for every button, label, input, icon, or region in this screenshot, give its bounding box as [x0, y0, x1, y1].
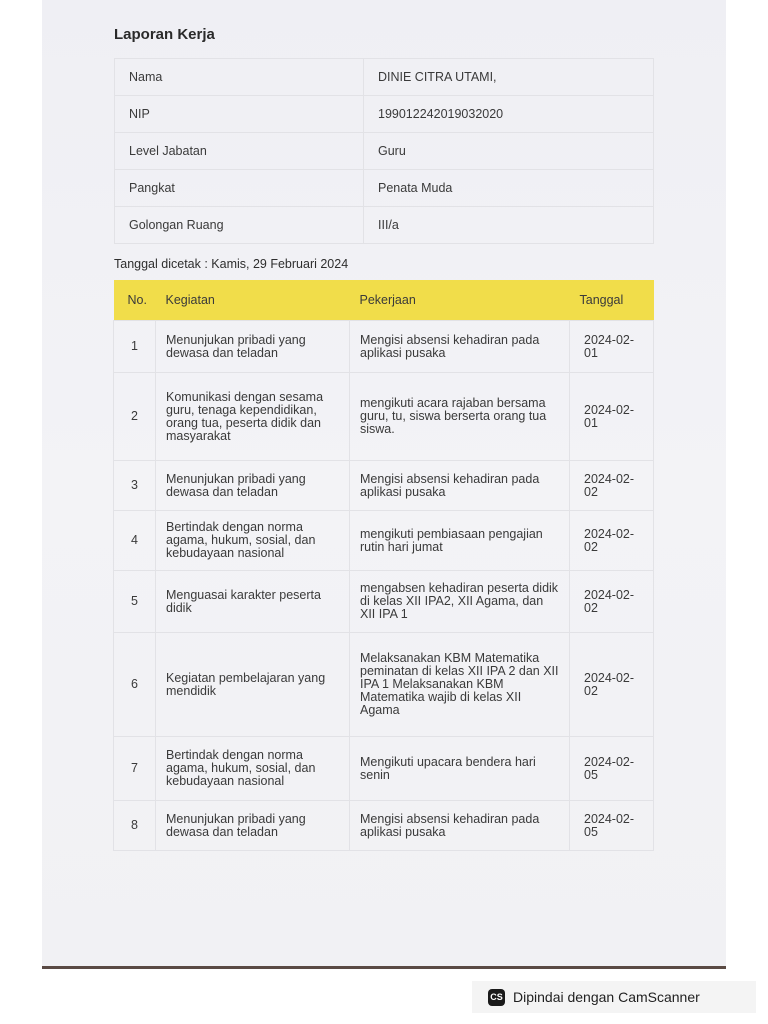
info-value: 199012242019032020 [364, 96, 654, 133]
row-pekerjaan: mengikuti pembiasaan pengajian rutin hari jumat [350, 511, 570, 571]
table-row [114, 737, 654, 801]
header-kegiatan: Kegiatan [156, 280, 350, 321]
row-tanggal: 2024-02-05 [570, 737, 654, 801]
row-pekerjaan: Mengisi absensi kehadiran pada aplikasi pusaka [350, 321, 570, 373]
camscanner-logo-icon: CS [488, 989, 505, 1006]
row-tanggal: 2024-02-01 [570, 373, 654, 461]
info-label: Nama [115, 59, 364, 96]
header-no: No. [114, 280, 156, 321]
row-pekerjaan: Mengisi absensi kehadiran pada aplikasi pusaka [350, 461, 570, 511]
row-kegiatan: Menunjukan pribadi yang dewasa dan teladan [156, 461, 350, 511]
info-label: Level Jabatan [115, 133, 364, 170]
table-header-row [114, 280, 654, 321]
row-tanggal: 2024-02-02 [570, 633, 654, 737]
row-kegiatan: Menguasai karakter peserta didik [156, 571, 350, 633]
row-kegiatan: Bertindak dengan norma agama, hukum, sosial, dan kebudayaan nasional [156, 511, 350, 571]
page-edge [42, 966, 726, 969]
work-activity-table [113, 280, 654, 851]
table-row [114, 321, 654, 373]
table-row [114, 571, 654, 633]
row-number: 2 [114, 373, 156, 461]
info-row-nama [115, 59, 654, 96]
row-kegiatan: Kegiatan pembelajaran yang mendidik [156, 633, 350, 737]
info-row-level-jabatan [115, 133, 654, 170]
row-pekerjaan: Mengikuti upacara bendera hari senin [350, 737, 570, 801]
watermark-text: Dipindai dengan CamScanner [513, 989, 700, 1005]
printed-date: Tanggal dicetak : Kamis, 29 Februari 2024 [114, 257, 349, 271]
header-tanggal: Tanggal [570, 280, 654, 321]
row-kegiatan: Bertindak dengan norma agama, hukum, sosial, dan kebudayaan nasional [156, 737, 350, 801]
info-row-golongan-ruang [115, 207, 654, 244]
info-value: DINIE CITRA UTAMI, [364, 59, 654, 96]
row-number: 7 [114, 737, 156, 801]
row-kegiatan: Komunikasi dengan sesama guru, tenaga kependidikan, orang tua, peserta didik dan masyarakat [156, 373, 350, 461]
row-number: 3 [114, 461, 156, 511]
info-row-nip [115, 96, 654, 133]
row-kegiatan: Menunjukan pribadi yang dewasa dan teladan [156, 321, 350, 373]
row-number: 4 [114, 511, 156, 571]
row-tanggal: 2024-02-05 [570, 801, 654, 851]
table-row [114, 633, 654, 737]
row-tanggal: 2024-02-01 [570, 321, 654, 373]
row-number: 8 [114, 801, 156, 851]
row-tanggal: 2024-02-02 [570, 571, 654, 633]
row-pekerjaan: mengabsen kehadiran peserta didik di kelas XII IPA2, XII Agama, dan XII IPA 1 [350, 571, 570, 633]
row-number: 5 [114, 571, 156, 633]
info-label: Golongan Ruang [115, 207, 364, 244]
camscanner-watermark [472, 981, 756, 1013]
table-row [114, 461, 654, 511]
row-tanggal: 2024-02-02 [570, 511, 654, 571]
employee-info-table [114, 58, 654, 244]
header-pekerjaan: Pekerjaan [350, 280, 570, 321]
info-label: NIP [115, 96, 364, 133]
info-value: Guru [364, 133, 654, 170]
row-number: 1 [114, 321, 156, 373]
info-label: Pangkat [115, 170, 364, 207]
table-row [114, 511, 654, 571]
table-row [114, 373, 654, 461]
row-number: 6 [114, 633, 156, 737]
info-row-pangkat [115, 170, 654, 207]
row-pekerjaan: mengikuti acara rajaban bersama guru, tu, siswa berserta orang tua siswa. [350, 373, 570, 461]
table-row [114, 801, 654, 851]
row-pekerjaan: Melaksanakan KBM Matematika peminatan di kelas XII IPA 2 dan XII IPA 1 Melaksanakan KBM Matematika wajib di kelas XII Agama [350, 633, 570, 737]
row-kegiatan: Menunjukan pribadi yang dewasa dan teladan [156, 801, 350, 851]
document-title: Laporan Kerja [114, 26, 215, 43]
info-value: III/a [364, 207, 654, 244]
row-pekerjaan: Mengisi absensi kehadiran pada aplikasi pusaka [350, 801, 570, 851]
info-value: Penata Muda [364, 170, 654, 207]
row-tanggal: 2024-02-02 [570, 461, 654, 511]
